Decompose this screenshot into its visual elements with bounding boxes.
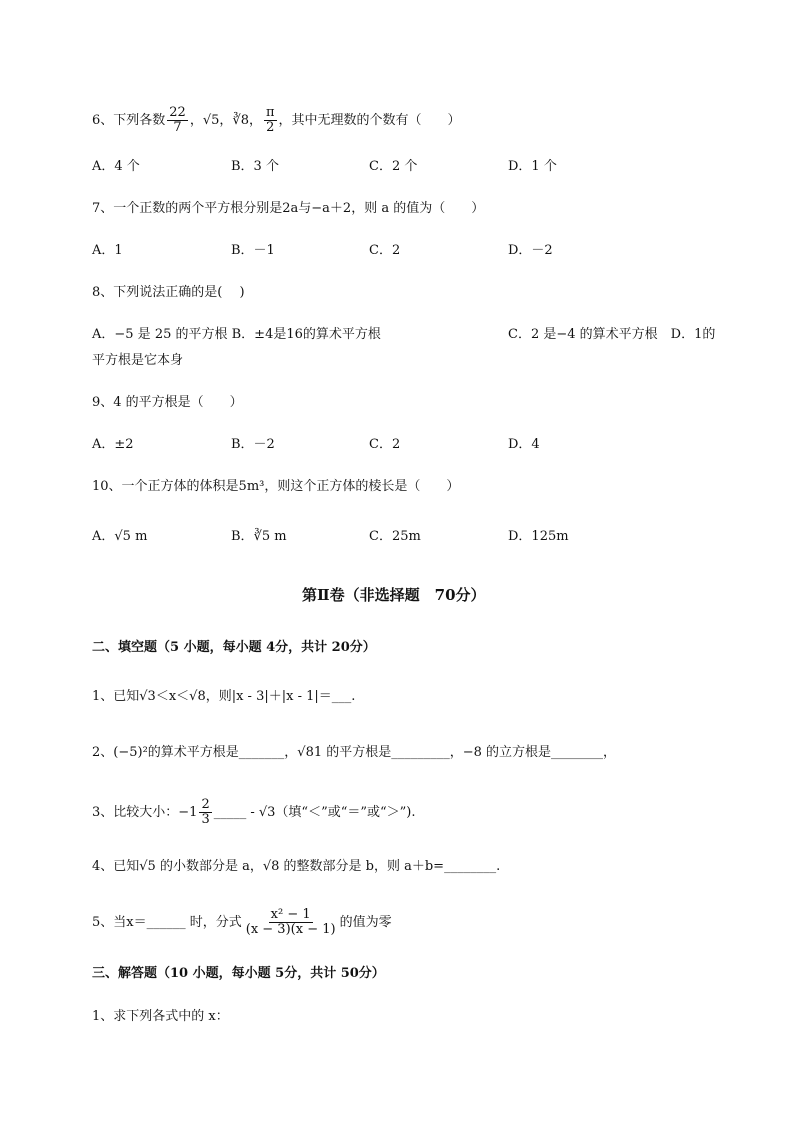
- fraction-22-7: [167, 106, 188, 135]
- q6-suffix: ，其中无理数的个数有（ ）: [278, 113, 461, 128]
- q10-option-b[interactable]: B．∛5 m: [231, 529, 287, 544]
- fraction-2-3: [199, 798, 211, 827]
- f5-suffix: 的值为零: [339, 915, 392, 930]
- separator: ，: [219, 113, 233, 128]
- q9-option-a[interactable]: A．±2: [92, 437, 134, 452]
- q6-prefix: 6、下列各数: [92, 113, 166, 128]
- frac-numerator: 22: [169, 105, 186, 120]
- q8-option-d-continued: 平方根是它本身: [92, 353, 184, 368]
- q8-options-ab[interactable]: A．−5 是 25 的平方根 B．±4是16的算术平方根: [92, 327, 381, 342]
- frac-numerator: x² − 1: [270, 907, 311, 922]
- fill-section-heading: 二、填空题（5 小题，每小题 4分，共计 20分）: [92, 640, 376, 655]
- q7-option-b[interactable]: B．－1: [231, 243, 275, 258]
- f5-prefix: 5、当x＝______ 时，分式: [92, 915, 242, 930]
- q10-option-d[interactable]: D．125m: [508, 529, 569, 544]
- frac-denominator: 3: [201, 812, 210, 827]
- f3-suffix: _____ - √3（填“＜”或“＝”或“＞”).: [213, 805, 416, 820]
- q8-options-cd[interactable]: C．2 是−4 的算术平方根 D．1的: [508, 327, 716, 342]
- q9-option-b[interactable]: B．－2: [231, 437, 275, 452]
- q6-option-a[interactable]: A．4 个: [92, 159, 140, 174]
- f3-prefix: 3、比较大小：−1: [92, 805, 198, 820]
- fill-question-4: 4、已知√5 的小数部分是 a，√8 的整数部分是 b，则 a＋b=________.: [92, 859, 501, 874]
- q10-option-c[interactable]: C．25m: [369, 529, 421, 544]
- question-8: 8、下列说法正确的是( ): [92, 285, 245, 300]
- solve-section-heading: 三、解答题（10 小题，每小题 5分，共计 50分）: [92, 966, 385, 981]
- q6-option-b[interactable]: B．3 个: [231, 159, 279, 174]
- separator: ，: [189, 113, 203, 128]
- frac-denominator: 2: [266, 120, 275, 135]
- frac-denominator: (x − 3)(x − 1): [245, 922, 336, 937]
- q6-option-c[interactable]: C．2 个: [369, 159, 418, 174]
- frac-numerator: 2: [201, 797, 210, 812]
- frac-numerator: π: [266, 105, 275, 120]
- q9-option-d[interactable]: D．4: [508, 437, 540, 452]
- q7-option-d[interactable]: D．－2: [508, 243, 553, 258]
- question-9: 9、4 的平方根是（ ）: [92, 395, 243, 410]
- question-6: [92, 106, 461, 135]
- q7-option-c[interactable]: C．2: [369, 243, 401, 258]
- fill-question-5: [92, 908, 392, 937]
- q10-option-a[interactable]: A．√5 m: [92, 529, 148, 544]
- q6-option-d[interactable]: D．1 个: [508, 159, 557, 174]
- q9-option-c[interactable]: C．2: [369, 437, 401, 452]
- fill-question-1: 1、已知√3＜x＜√8，则|x - 3|＋|x - 1|＝___.: [92, 689, 356, 704]
- separator: ，: [248, 113, 262, 128]
- fraction-pi-2: [264, 106, 277, 135]
- question-7: 7、一个正数的两个平方根分别是2a与−a＋2，则 a 的值为（ ）: [92, 201, 485, 216]
- sqrt5: √5: [202, 113, 220, 128]
- fill-question-3: [92, 798, 416, 827]
- frac-denominator: 7: [173, 120, 182, 135]
- question-10: 10、一个正方体的体积是5m³，则这个正方体的棱长是（ ）: [92, 479, 460, 494]
- q7-option-a[interactable]: A．1: [92, 243, 123, 258]
- part2-title: 第Ⅱ卷（非选择题 70分）: [302, 586, 486, 604]
- cbrt8: ∛8: [232, 113, 249, 128]
- fill-question-2: 2、(−5)²的算术平方根是_______，√81 的平方根是_________，−8 的立方根是________，: [92, 745, 617, 760]
- solve-question-1: 1、求下列各式中的 x：: [92, 1009, 229, 1024]
- fraction-expression: [244, 908, 338, 937]
